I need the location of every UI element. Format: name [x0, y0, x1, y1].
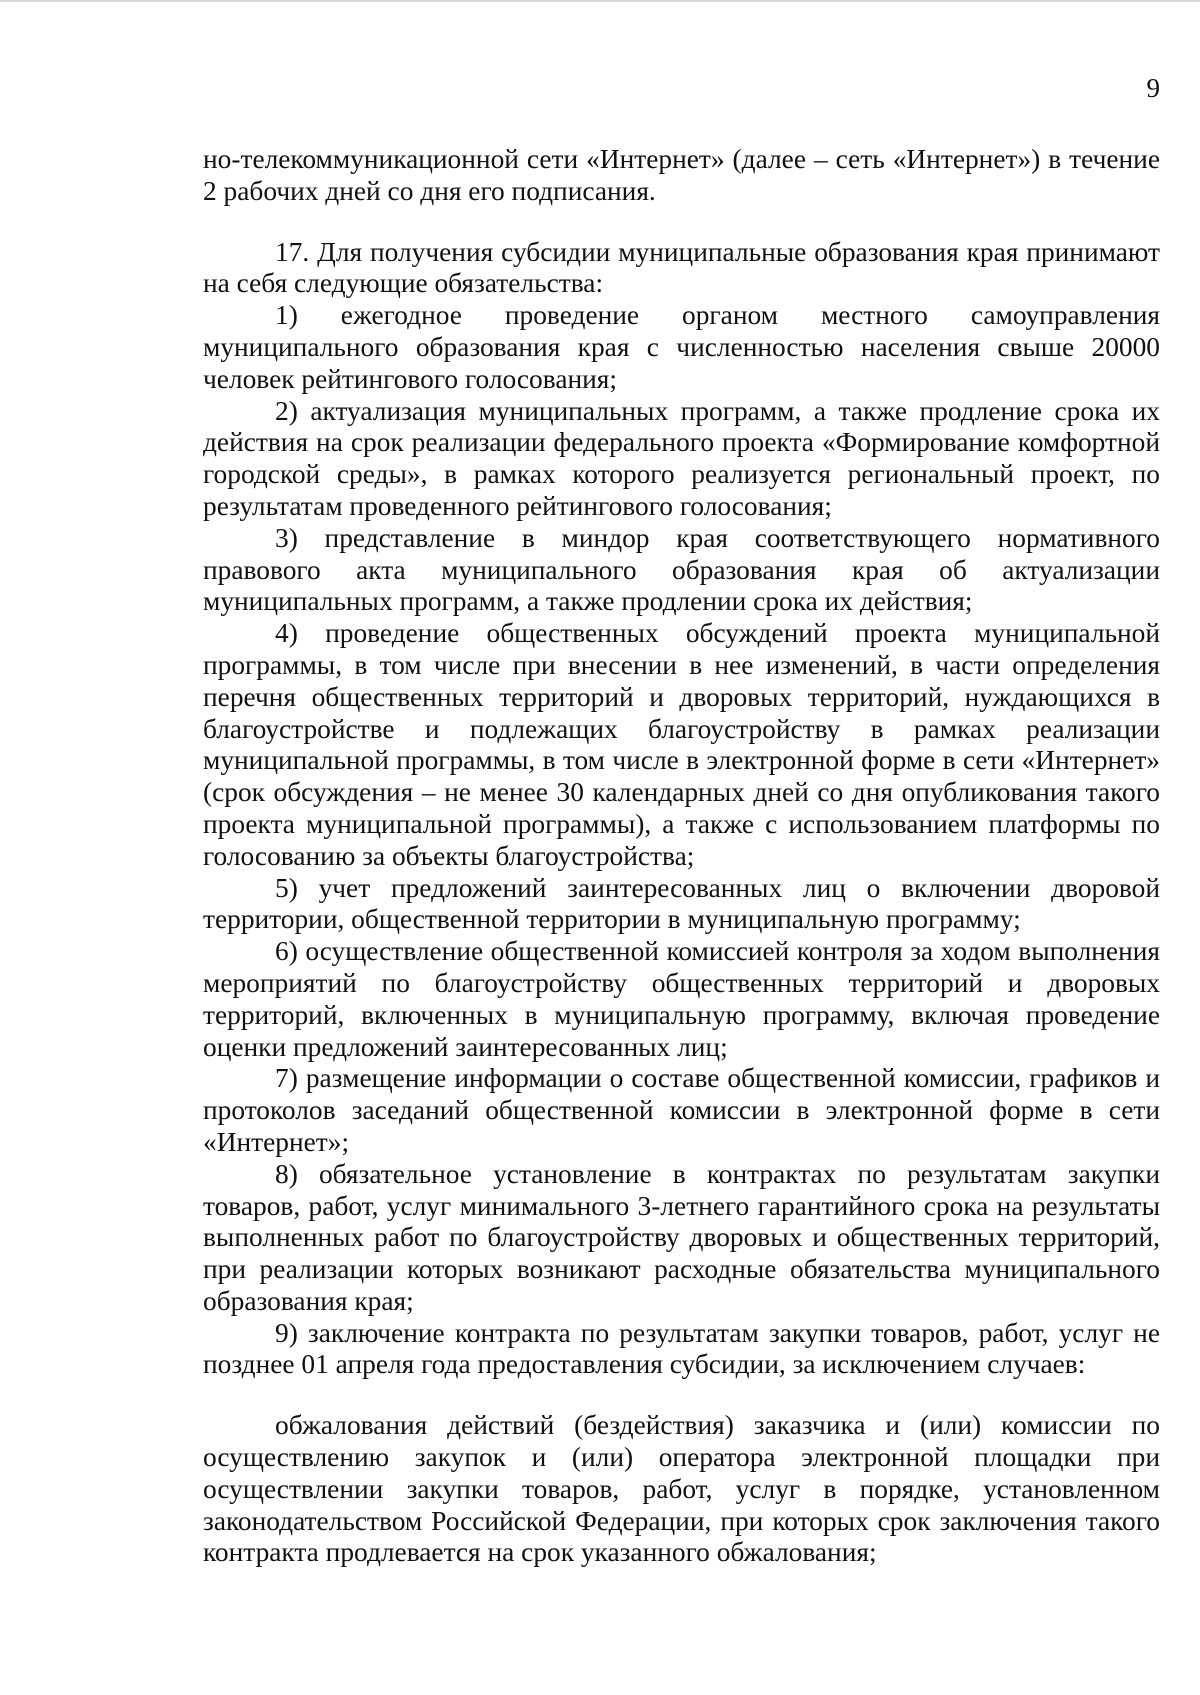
list-item-7: 7) размещение информации о составе общественной комиссии, графиков и протоколов заседаний общественной комиссии в электронной форме в сети «Интернет»; [203, 1063, 1160, 1157]
paragraph-clause-17: 17. Для получения субсидии муниципальные образования края принимают на себя следующие обязательства: [203, 236, 1160, 299]
scan-top-edge [0, 0, 1200, 2]
list-item-1: 1) ежегодное проведение органом местного самоуправления муниципального образования края с численностью населения свыше 20000 человек рейтингового голосования; [203, 300, 1160, 394]
exception-paragraph: обжалования действий (бездействия) заказчика и (или) комиссии по осуществлению закупок и (или) оператора электронной площадки при осуществлении закупки товаров, работ, услуг в порядке, установленном законодательством Российской Федерации, при которых срок заключения такого контракта продлевается на срок указанного обжалования; [203, 1410, 1160, 1568]
paragraph-continuation: но-телекоммуникационной сети «Интернет» (далее – сеть «Интернет») в течение 2 рабочих дней со дня его подписания. [203, 144, 1160, 206]
list-item-5: 5) учет предложений заинтересованных лиц о включении дворовой территории, общественной территории в муниципальную программу; [203, 872, 1160, 935]
list-item-4: 4) проведение общественных обсуждений проекта муниципальной программы, в том числе при внесении в нее изменений, в части определения перечня общественных территорий и дворовых территорий, нуждающихся в благоустройстве и подлежащих благоустройству в рамках реализации муниципальной программы, в том числе в электронной форме в сети «Интернет» (срок обсуждения – не менее 30 календарных дней со дня опубликования такого проекта муниципальной программы), а также с использованием платформы по голосованию за объекты благоустройства; [203, 618, 1160, 871]
list-item-2: 2) актуализация муниципальных программ, а также продление срока их действия на срок реализации федерального проекта «Формирование комфортной городской среды», в рамках которого реализуется региональный проект, по результатам проведенного рейтингового голосования; [203, 395, 1160, 521]
list-item-8: 8) обязательное установление в контрактах по результатам закупки товаров, работ, услуг минимального 3-летнего гарантийного срока на результаты выполненных работ по благоустройству дворовых и общественных территорий, при реализации которых возникают расходные обязательства муниципального образования края; [203, 1158, 1160, 1316]
page-number: 9 [1146, 73, 1160, 103]
list-item-6: 6) осуществление общественной комиссией контроля за ходом выполнения мероприятий по благоустройству общественных территорий и дворовых территорий, включенных в муниципальную программу, включая проведение оценки предложений заинтересованных лиц; [203, 936, 1160, 1062]
document-body [203, 144, 1160, 1569]
list-item-9: 9) заключение контракта по результатам закупки товаров, работ, услуг не позднее 01 апреля года предоставления субсидии, за исключением случаев: [203, 1317, 1160, 1380]
list-item-3: 3) представление в миндор края соответствующего нормативного правового акта муниципального образования края об актуализации муниципальных программ, а также продлении срока их действия; [203, 522, 1160, 617]
